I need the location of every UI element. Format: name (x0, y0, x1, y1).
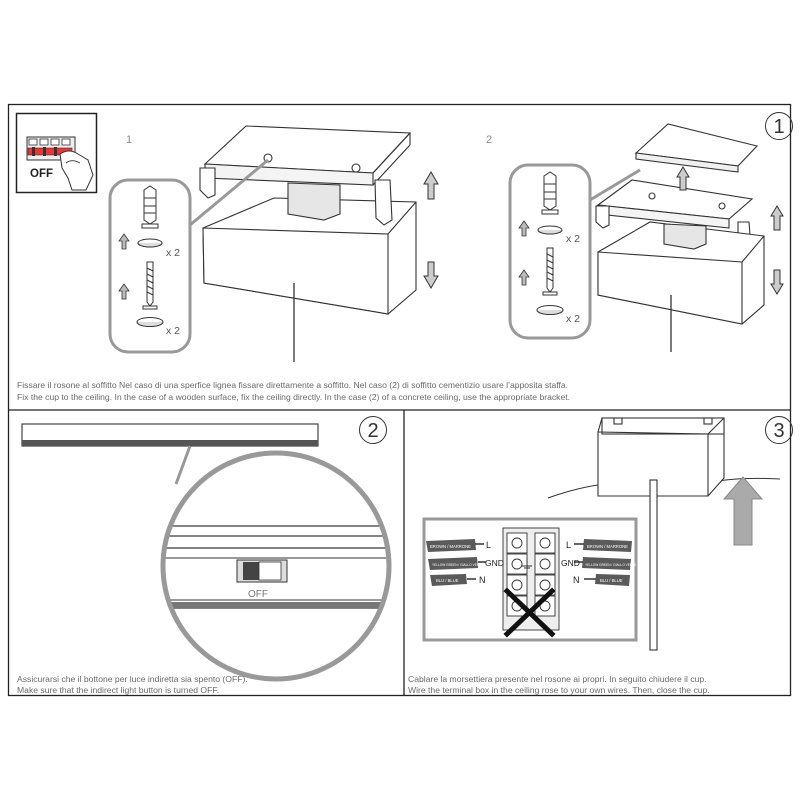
rotate-washer-icon (538, 226, 562, 234)
down-arrow-icon (771, 270, 783, 294)
ceiling-rose-variant-1 (200, 126, 416, 362)
section-1-caption-italian: Fissare il rosone al soffitto Nel caso di una sperfice lignea fissare direttamente a soffitto. Nel caso (2) di soffitto cementizio usare l’apposita staffa. (17, 380, 569, 390)
down-arrow-icon (424, 262, 438, 288)
breaker-off-icon (17, 114, 97, 193)
rotate-screw-icon (137, 318, 163, 327)
switch-off-label: OFF (248, 589, 268, 600)
variant-1-label: 1 (126, 134, 133, 146)
wire-label-brown-right: BROWN / MARRONE (587, 544, 628, 549)
step-number-1: 1 (765, 112, 793, 140)
breaker-off-label: OFF (30, 168, 53, 180)
section-1-caption-english: Fix the cup to the ceiling. In the case of a wooden surface, fix the ceiling directly. In the case (2) of a concrete ceiling, use the appropriate bracket. (17, 392, 571, 402)
quantity-anchor-1: x 2 (166, 247, 181, 259)
wire-label-blue-left: BLU / BLUE (436, 578, 459, 583)
quantity-screw-2: x 2 (566, 313, 581, 325)
section-2-caption-english: Make sure that the indirect light button is turned OFF. (17, 685, 220, 695)
terminal-GND-right: GND (561, 558, 580, 568)
toggle-switch-icon (237, 560, 287, 582)
ceiling-rose-variant-2 (596, 124, 764, 352)
rotate-screw-icon (537, 306, 563, 315)
wire-label-blue-right: BLU / BLUE (600, 578, 623, 583)
fixture-bar (22, 424, 318, 446)
quantity-anchor-2: x 2 (566, 233, 581, 245)
terminal-N-right: N (573, 575, 580, 585)
terminal-L-left: L (486, 540, 492, 550)
quantity-screw-1: x 2 (166, 325, 181, 337)
step-number-3: 3 (765, 416, 793, 444)
section-2-caption-italian: Assicurarsi che il bottone per luce indiretta sia spento (OFF). (17, 674, 248, 684)
variant-2-label: 2 (486, 134, 493, 146)
wire-label-yg-right: YELLOW GREEN / GIALLO VERDE (585, 563, 637, 567)
wire-label-brown-left: BROWN / MARRONE (430, 544, 471, 549)
wire-label-yg-left: YELLOW GREEN / GIALLO VERDE (432, 563, 484, 567)
terminal-N-left: N (479, 575, 486, 585)
section-3-caption-italian: Cablare la morsettiera presente nel rosone ai propri. In seguito chiudere il cup. (408, 674, 707, 684)
terminal-GND-left: GND (485, 558, 504, 568)
rotate-washer-icon (138, 239, 162, 247)
up-arrow-icon (424, 172, 438, 199)
section-3-caption-english: Wire the terminal box in the ceiling rose to your own wires. Then, close the cup. (408, 685, 710, 695)
terminal-L-right: L (566, 540, 572, 550)
zoom-leader-line (176, 446, 190, 484)
big-up-arrow-icon (724, 477, 762, 545)
zoom-circle (150, 453, 390, 679)
step-number-2: 2 (359, 416, 387, 444)
